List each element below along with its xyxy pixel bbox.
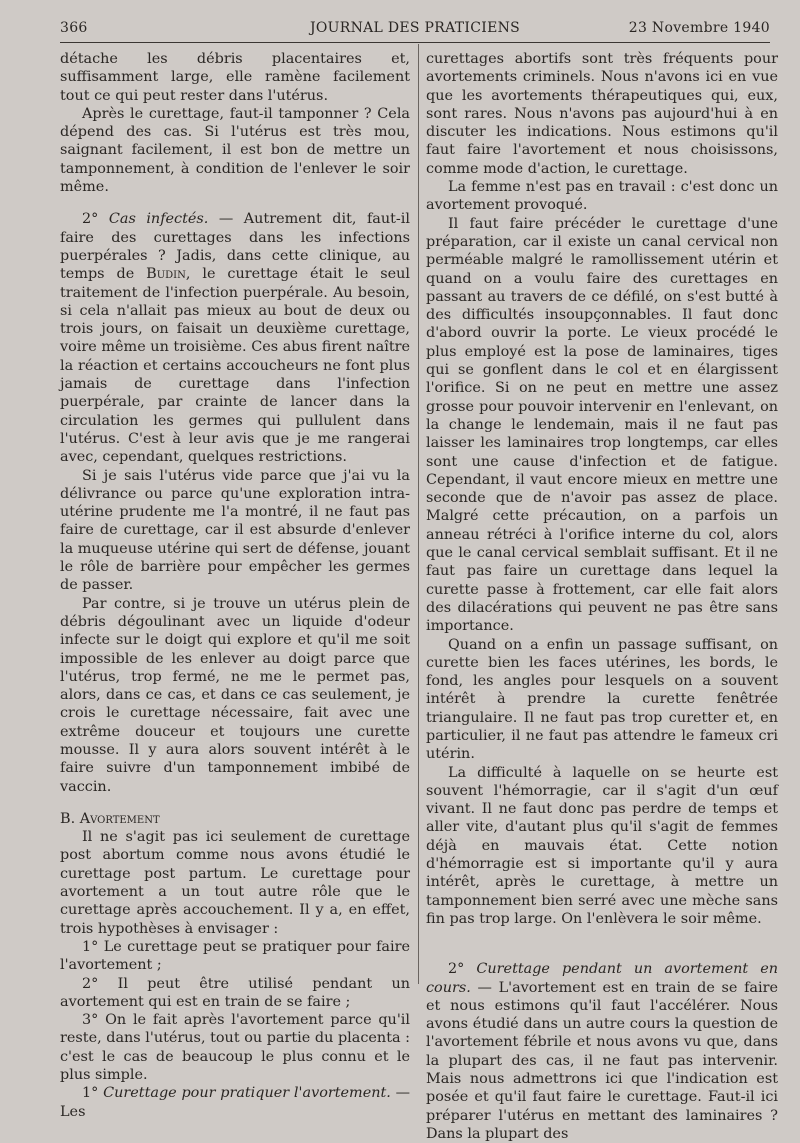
paragraph: La femme n'est pas en travail : c'est donc un avortement provoqué. <box>426 179 778 214</box>
right-column <box>426 50 778 1143</box>
hypothesis-3: 3° On le fait après l'avortement parce qu'il reste, dans l'utérus, tout ou partie du placenta : c'est le cas de beaucoup le plus connu et le plus simple. <box>60 1012 410 1084</box>
left-column <box>60 50 410 1121</box>
subsection-title: Curettage pendant un avortement en cours. <box>426 961 778 996</box>
running-header <box>60 20 770 42</box>
issue-date: 23 Novembre 1940 <box>628 20 770 36</box>
header-rule <box>60 42 770 43</box>
section-number: 2° <box>82 211 109 228</box>
spacer <box>60 796 410 810</box>
paragraph: La difficulté à laquelle on se heurte est souvent l'hémorragie, car il s'agit d'un œuf vivant. Il ne faut donc pas perdre de temps et aller vite, d'autant plus qu'il s'agit de femmes déjà en mauvais état. Cette notion d'hémorragie est si importante qu'il y aura intérêt, après le curettage, à mettre un tamponnement bien serré avec une mèche sans fin pas trop large. On l'enlèvera le soir même. <box>426 764 778 927</box>
section-number: 2° <box>448 961 477 978</box>
paragraph: Après le curettage, faut-il tamponner ? Cela dépend des cas. Si l'utérus est très mou, saignant facilement, il est bon de mettre un tamponnement, à condition de l'enlever le soir même. <box>60 105 410 196</box>
paragraph: Il faut faire précéder le curettage d'une préparation, car il existe un canal cervical non perméable malgré le ramollissement utérin et quand on a voulu faire des curettages en passant au travers de ce défilé, on s'est butté à des difficultés insoupçonnables. Il faut donc d'abord ouvrir la porte. Le vieux procédé le plus employé est la pose de laminaires, tiges qui se gonflent dans le col et en élargissent l'orifice. Si on ne peut en mettre une assez grosse pour pouvoir intervenir en l'enlevant, on la change le lendemain, mais il ne faut pas laisser les laminaires trop longtemps, car elles sont une cause d'infection et de fatigue. Cependant, il vaut encore mieux en mettre une seconde que de n'avoir pas assez de place. Malgré cette précaution, on a parfois un anneau rétréci à l'orifice interne du col, alors que le canal cervical semblait suffisant. Et il ne faut pas faire un curettage dans lequel la curette passe à frottement, car elle fait alors des dilacérations qui peuvent ne pas être sans importance. <box>426 215 778 635</box>
subsection-title: Curettage pour pratiquer l'avortement. <box>103 1085 391 1102</box>
paragraph: Par contre, si je trouve un utérus plein de débris dégoulinant avec un liquide d'odeur infecte sur le doigt qui explore et qu'il me soit impossible de les enlever au doigt parce que l'utérus, trop fermé, ne me le permet pas, alors, dans ce cas, et dans ce cas seulement, je crois le curettage nécessaire, fait avec une extrême douceur et toujours une curette mousse. Il y aura alors souvent intérêt à le faire suivre d'un tamponnement imbibé de vaccin. <box>60 595 410 795</box>
hypothesis-1: 1° Le curettage peut se pratiquer pour faire l'avortement ; <box>60 938 410 974</box>
paragraph-curettage-abortif <box>60 1084 410 1121</box>
paragraph: détache les débris placentaires et, suffisamment large, elle ramène facilement tout ce qui peut rester dans l'utérus. <box>60 51 410 104</box>
journal-title: JOURNAL DES PRATICIENS <box>309 20 521 36</box>
paragraph: Si je sais l'utérus vide parce que j'ai vu la délivrance ou parce qu'une exploration intra-utérine prudente me l'a montré, il ne faut pas faire de curettage, car il est absurde d'enlever la muqueuse utérine qui sert de défense, jouant le rôle de barrière pour empêcher les germes de passer. <box>60 467 410 594</box>
page-number: 366 <box>60 20 88 36</box>
spacer <box>426 928 778 960</box>
paragraph-text: — Autrement dit, faut-il faire des curettages dans les infections puerpérales ? Jadis, dans cette clinique, au temps de <box>60 211 410 283</box>
paragraph-avortement-en-cours <box>426 960 778 1143</box>
section-number: 1° <box>82 1085 104 1102</box>
subsection-title: Cas infectés. <box>108 211 209 228</box>
paragraph: Il ne s'agit pas ici seulement de curettage post abortum comme nous avons étudié le curettage post partum. Le curettage pour avortement a un tout autre rôle que le curettage après accouchement. Il y a, en effet, trois hypothèses à envisager : <box>60 829 410 937</box>
paragraph-text: — L'avortement est en train de se faire et nous estimons qu'il faut l'accélérer. Nous avons étudié dans un autre cours la question de l'avortement fébrile et nous avons vu que, dans la plupart des cas, il ne faut pas intervenir. Mais nous admettrons ici que l'indication est posée et qu'il faut faire le curettage. Faut-il ici préparer l'utérus en mettant des laminaires ? Dans la plupart des <box>426 979 778 1142</box>
column-divider <box>418 44 419 984</box>
hypothesis-2: 2° Il peut être utilisé pendant un avortement qui est en train de se faire ; <box>60 975 410 1010</box>
paragraph: curettages abortifs sont très fréquents pour avortements criminels. Nous n'avons ici en vue que les avortements thérapeutiques qui, eux, sont rares. Nous n'avons pas aujourd'hui à en discuter les indications. Nous estimons qu'il faut faire l'avortement et nous choisissons, comme mode d'action, le curettage. <box>426 51 778 177</box>
paragraph-text: , le curettage était le seul traitement de l'infection puerpérale. Au besoin, si cela n'allait pas mieux au bout de deux ou trois jours, on faisait un deuxième curettage, voire même un troisième. Ces abus firent naître la réaction et certains accoucheurs ne font plus jamais de curettage dans l'infection puerpérale, par crainte de lancer dans la circulation les germes qui pullulent dans l'utérus. C'est à leur avis que je me rangerai avec, cependant, quelques restrictions. <box>60 266 410 466</box>
paragraph-cas-infectes <box>60 210 410 466</box>
spacer <box>60 196 410 210</box>
paragraph: Quand on a enfin un passage suffisant, on curette bien les faces utérines, les bords, le fond, les angles pour lesquels on a souvent intérêt à prendre la curette fenêtrée triangulaire. Il ne faut pas trop curetter et, en particulier, il ne faut pas attendre le fameux cri utérin. <box>426 636 778 763</box>
author-name: Budin <box>146 266 186 283</box>
section-heading: B. Avortement <box>60 810 160 827</box>
paragraph-text: — Les <box>60 1085 411 1120</box>
